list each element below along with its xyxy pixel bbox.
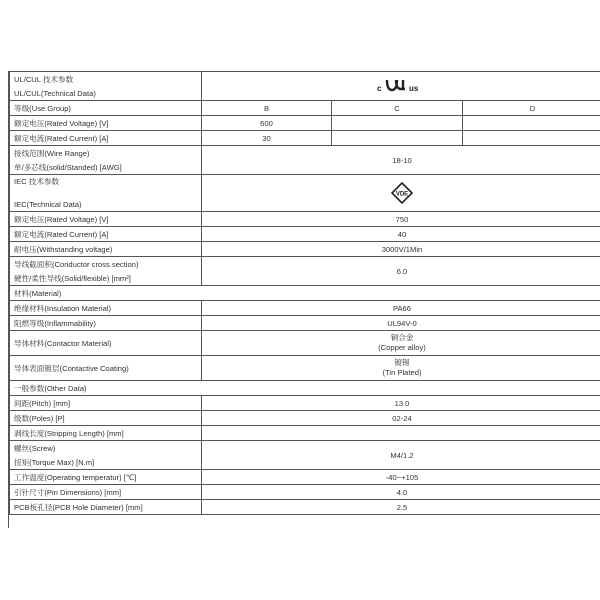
- cross-section-label: [10, 257, 202, 286]
- culus-logo-us: us: [409, 84, 419, 93]
- table-row: [10, 72, 600, 101]
- culus-logo-c: c: [377, 84, 382, 93]
- wire-range-label-2: 单/多芯线(solid/Standed) [AWG]: [14, 162, 122, 172]
- contactor-label: 导体材料(Contactor Material): [10, 331, 202, 356]
- table-row: [10, 316, 600, 331]
- table-row: [10, 441, 600, 470]
- contactor-value: [202, 331, 600, 356]
- vde-logo-text: VDE: [395, 191, 409, 198]
- table-row: [10, 381, 600, 396]
- pin-dim-label: 引针尺寸(Pin Dimensions) [mm]: [10, 485, 202, 500]
- table-row: [10, 356, 600, 381]
- table-row: [10, 426, 600, 441]
- coating-value-en: (Tin Plated): [382, 368, 422, 377]
- insulation-label: 绝缘材料(Insulation Material): [10, 301, 202, 316]
- screw-label-2: 扭矩(Torque Max) [N.m]: [14, 457, 95, 467]
- use-group-label: 等级(Use Group): [10, 101, 202, 116]
- coating-label: 导体表面镀层(Contactive Coating): [10, 356, 202, 381]
- table-row: [10, 242, 600, 257]
- other-section-title: 一般参数(Other Data): [10, 381, 600, 396]
- iec-title-cn: IEC 技术参数: [14, 177, 60, 186]
- technical-data-sheet: [8, 71, 600, 528]
- poles-label: 级数(Poles) [P]: [10, 411, 202, 426]
- withstand-value: 3000V/1Min: [202, 242, 600, 257]
- ul-title-en: UL/CUL(Technical Data): [14, 88, 96, 98]
- iec-logo-cell: [202, 175, 600, 212]
- ul-logo-cell: [202, 72, 600, 101]
- pitch-label: 间距(Pitch) [mm]: [10, 396, 202, 411]
- flammability-label: 阻燃等级(Inflammability): [10, 316, 202, 331]
- insulation-value: PA66: [202, 301, 600, 316]
- table-row: [10, 101, 600, 116]
- stripping-label: 剥线长度(Stripping Length) [mm]: [10, 426, 202, 441]
- contactor-value-cn: 铜合金: [390, 333, 414, 342]
- table-row: [10, 116, 600, 131]
- ul-voltage-value: 600: [202, 116, 332, 131]
- pitch-value: 13.0: [202, 396, 600, 411]
- table-row: [10, 485, 600, 500]
- table-row: [10, 396, 600, 411]
- table-row: [10, 301, 600, 316]
- table-row: [10, 470, 600, 485]
- pin-dim-value: 4.0: [202, 485, 600, 500]
- cross-section-label-1: 导线截面积(Conductor cross section): [14, 259, 139, 269]
- contactor-value-en: (Copper alloy): [378, 343, 426, 352]
- table-row: [10, 212, 600, 227]
- culus-logo-icon: [372, 77, 432, 95]
- pcb-hole-value: 2.5: [202, 500, 600, 515]
- coating-value-cn: 镀锡: [394, 358, 410, 367]
- flammability-value: UL94V-0: [202, 316, 600, 331]
- table-row: [10, 175, 600, 212]
- use-group-b: B: [202, 101, 332, 116]
- table-row: [10, 257, 600, 286]
- screw-label-1: 螺丝(Screw): [14, 443, 56, 453]
- withstand-label: 耐电压(Withstanding voltage): [10, 242, 202, 257]
- ul-current-label: 额定电流(Rated Current) [A]: [10, 131, 202, 146]
- iec-section-title: [10, 175, 202, 212]
- coating-value: [202, 356, 600, 381]
- temperature-label: 工作温度(Operating temperatur) [℃]: [10, 470, 202, 485]
- ul-title-cn: UL/CUL 技术参数: [14, 74, 74, 84]
- cross-section-label-2: 硬性/柔性导线(Solid/flexible) [mm²]: [14, 273, 131, 283]
- iec-current-label: 额定电流(Rated Current) [A]: [10, 227, 202, 242]
- ul-section-title: [10, 72, 202, 101]
- use-group-c: C: [332, 101, 463, 116]
- table-row: [10, 286, 600, 301]
- cross-section-value: 6.0: [202, 257, 600, 286]
- vde-logo-icon: [391, 182, 413, 204]
- screw-label: [10, 441, 202, 470]
- table-row: [10, 411, 600, 426]
- material-section-title: 材料(Material): [10, 286, 600, 301]
- table-row: [10, 131, 600, 146]
- stripping-value: [202, 426, 600, 441]
- ul-current-value: 30: [202, 131, 332, 146]
- table-row: [10, 331, 600, 356]
- spec-table: [9, 71, 600, 515]
- use-group-d: D: [463, 101, 600, 116]
- wire-range-value: 18-10: [202, 146, 600, 175]
- table-row: [10, 227, 600, 242]
- pcb-hole-label: PCB板孔径(PCB Hole Diameter) [mm]: [10, 500, 202, 515]
- temperature-value: -40~+105: [202, 470, 600, 485]
- wire-range-label: [10, 146, 202, 175]
- screw-value: M4/1.2: [202, 441, 600, 470]
- iec-voltage-label: 额定电压(Rated Voltage) [V]: [10, 212, 202, 227]
- iec-title-en: IEC(Technical Data): [14, 200, 82, 209]
- iec-voltage-value: 750: [202, 212, 600, 227]
- iec-current-value: 40: [202, 227, 600, 242]
- ul-voltage-label: 额定电压(Rated Voltage) [V]: [10, 116, 202, 131]
- table-row: [10, 146, 600, 175]
- table-row: [10, 500, 600, 515]
- poles-value: 02-24: [202, 411, 600, 426]
- wire-range-label-1: 接线范围(Wire Range): [14, 148, 90, 158]
